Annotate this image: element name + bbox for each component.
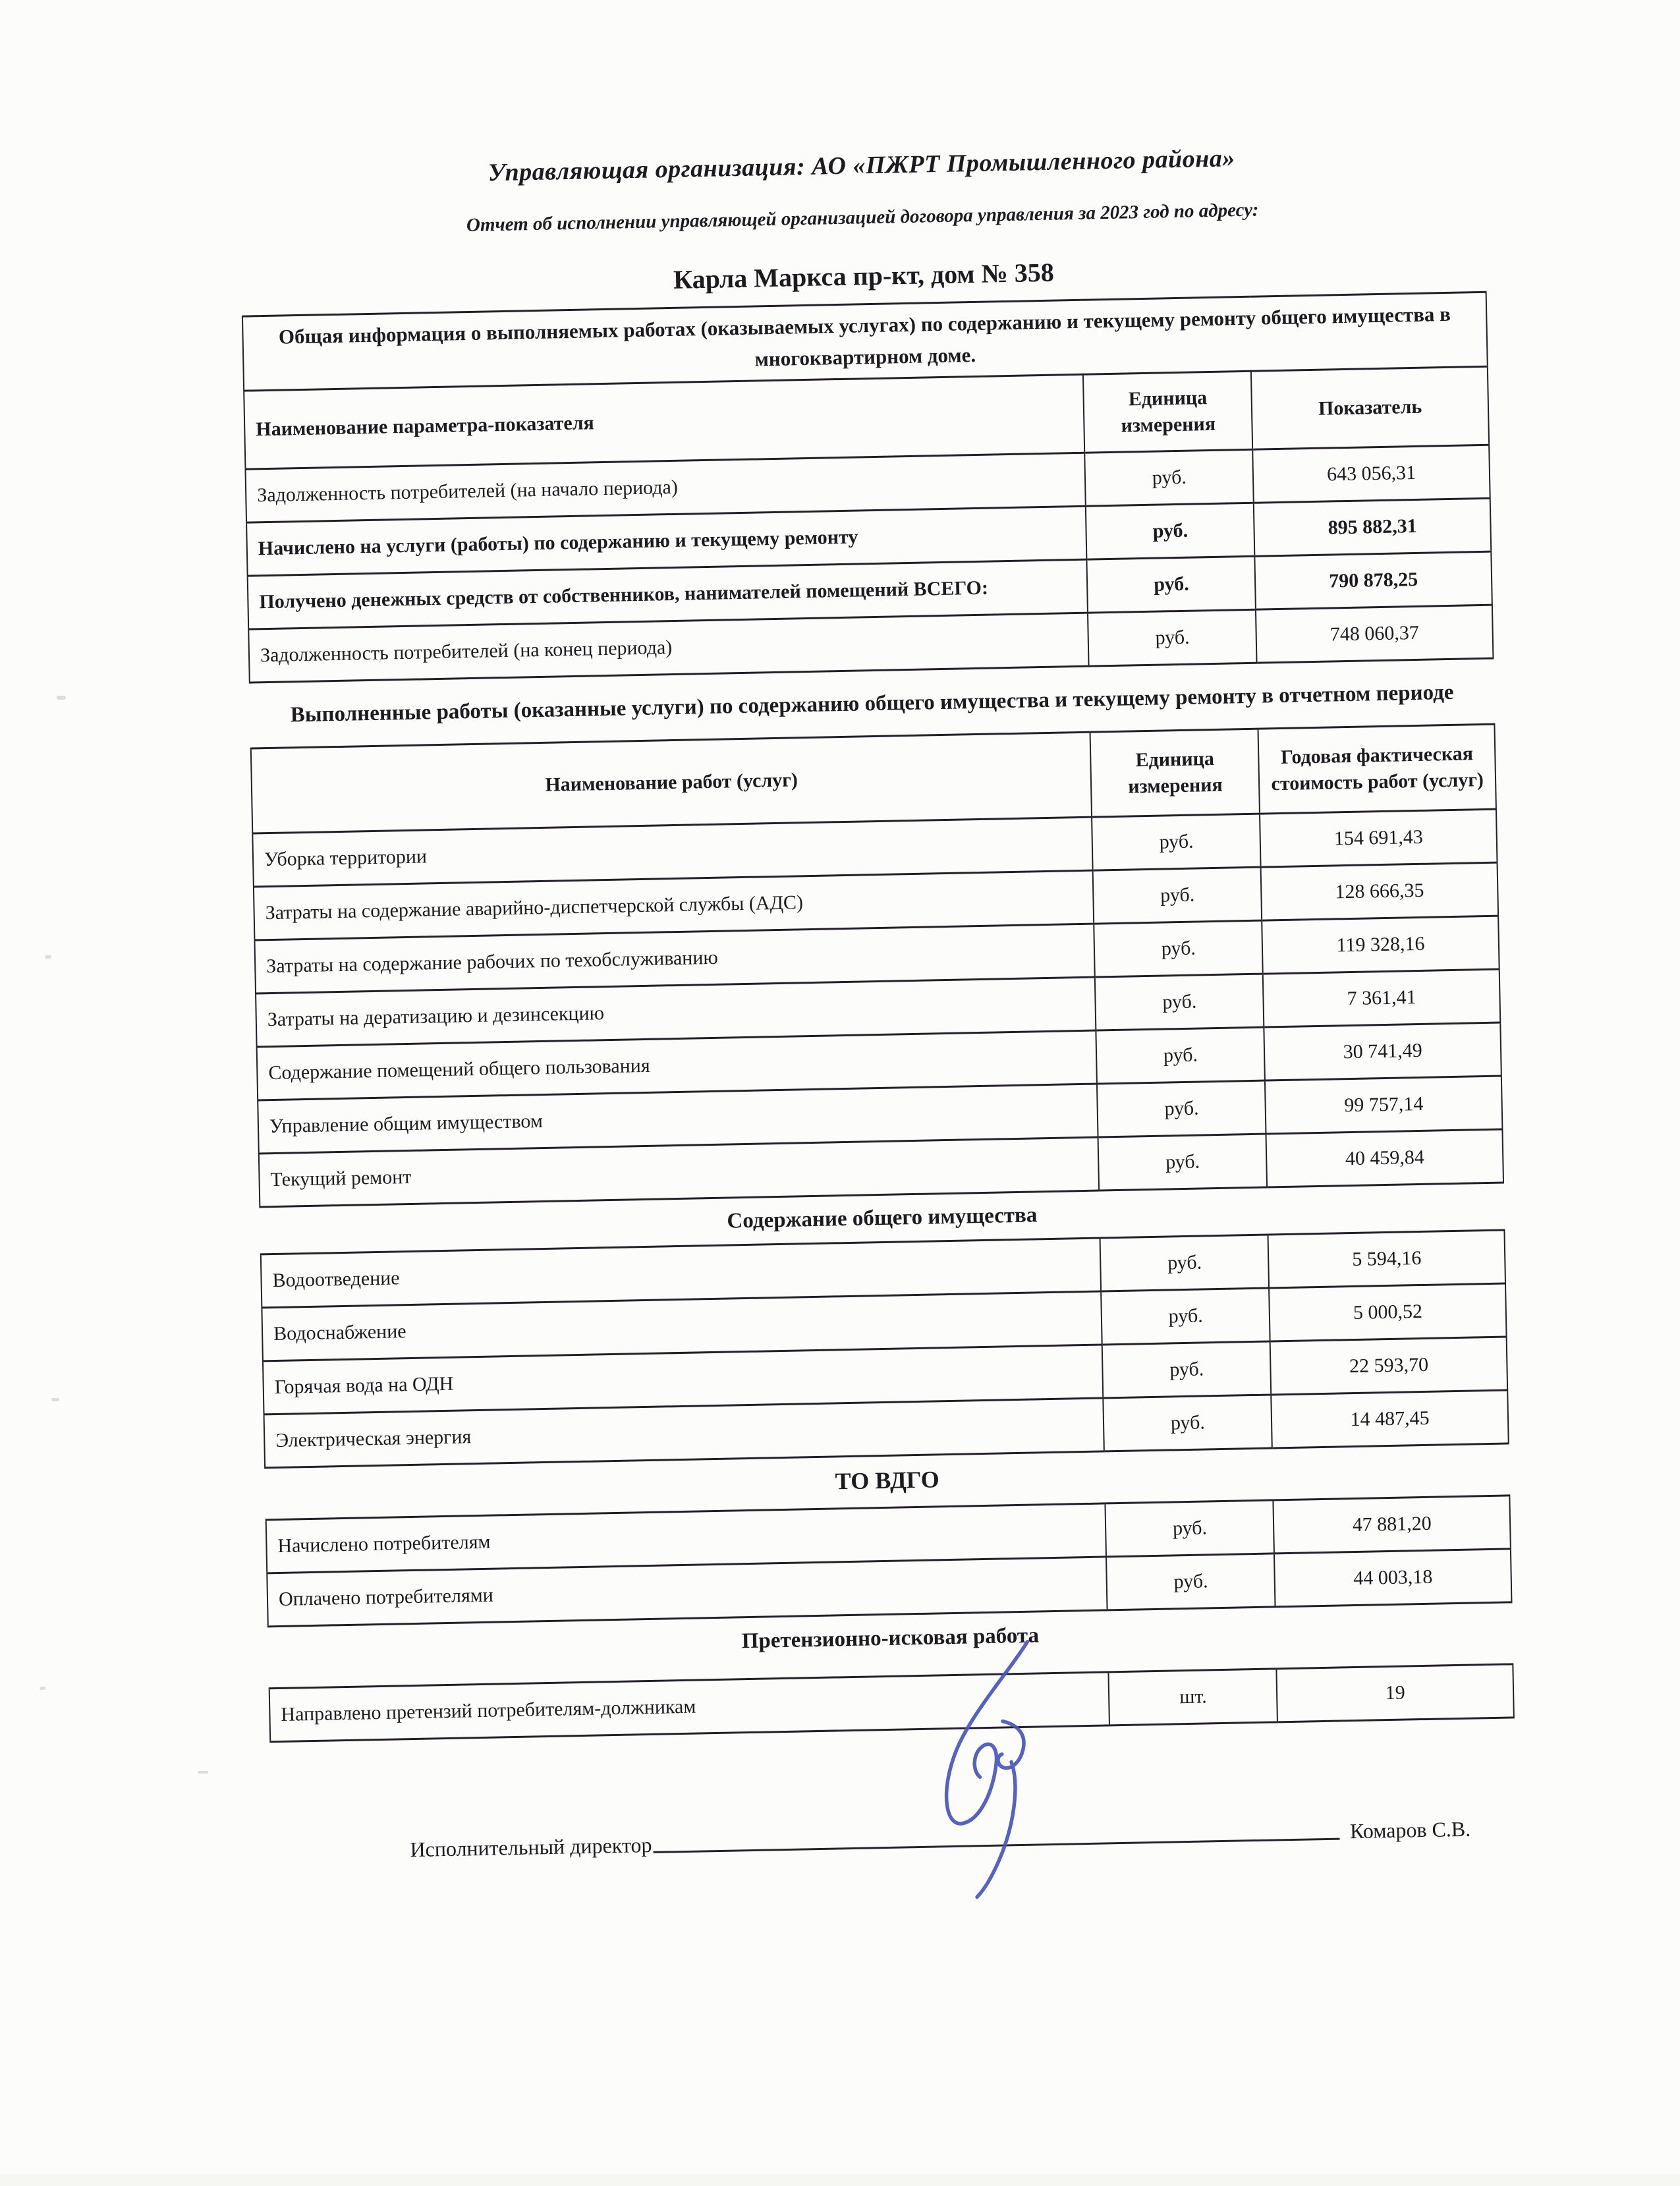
unit-cell: руб. — [1093, 867, 1262, 924]
column-header-unit: Единица измерения — [1090, 729, 1260, 817]
scan-speck — [45, 955, 51, 959]
value-cell: 14 487,45 — [1272, 1390, 1509, 1448]
work-name-cell: Затраты на содержание рабочих по техобслуживанию — [254, 924, 1095, 994]
unit-cell: руб. — [1094, 920, 1263, 977]
work-name-cell: Управление общим имуществом — [258, 1084, 1098, 1154]
item-name-cell: Электрическая энергия — [264, 1398, 1105, 1468]
unit-cell: руб. — [1102, 1288, 1270, 1345]
column-header-value: Годовая фактическая стоимость работ (услуг) — [1258, 724, 1496, 814]
item-name-cell: Оплачено потребителями — [267, 1557, 1107, 1627]
unit-cell: руб. — [1095, 974, 1264, 1030]
signer-name: Комаров С.В. — [1349, 1816, 1471, 1843]
table-row — [269, 1664, 1514, 1742]
claims-section-title: Претензионно-исковая работа — [741, 1623, 1040, 1654]
unit-cell: руб. — [1106, 1500, 1274, 1557]
unit-cell: руб. — [1088, 609, 1256, 666]
item-name-cell: Горячая вода на ОДН — [263, 1345, 1104, 1415]
signature-block — [410, 1816, 1470, 1863]
value-cell: 22 593,70 — [1270, 1337, 1507, 1395]
value-cell: 128 666,35 — [1261, 862, 1498, 920]
work-name-cell: Затраты на содержание аварийно-диспетчерской службы (АДС) — [254, 870, 1094, 940]
vdgo-section-title: ТО ВДГО — [835, 1466, 940, 1495]
value-cell: 47 881,20 — [1274, 1496, 1511, 1554]
unit-cell: шт. — [1109, 1669, 1277, 1725]
unit-cell: руб. — [1100, 1235, 1269, 1291]
param-name-cell: Начислено на услуги (работы) по содержанию и текущему ремонту — [246, 506, 1087, 576]
general-info-table — [242, 291, 1494, 684]
maintenance-section-title: Содержание общего имущества — [727, 1203, 1038, 1233]
scan-speck — [57, 696, 66, 700]
value-cell: 154 691,43 — [1260, 809, 1497, 867]
value-cell: 5 000,52 — [1269, 1283, 1506, 1341]
address-line: Карла Маркса пр-кт, дом № 358 — [673, 257, 1055, 294]
maintenance-table — [260, 1229, 1509, 1469]
unit-cell: руб. — [1086, 503, 1254, 559]
unit-cell: руб. — [1102, 1341, 1271, 1398]
unit-cell: руб. — [1106, 1554, 1275, 1610]
column-header-unit: Единица измерения — [1083, 371, 1252, 453]
value-cell: 895 882,31 — [1254, 498, 1491, 556]
param-name-cell: Задолженность потребителей (на начало периода) — [245, 453, 1086, 522]
work-name-cell: Затраты на дератизацию и дезинсекцию — [256, 977, 1096, 1047]
item-name-cell: Водоотведение — [261, 1238, 1102, 1308]
unit-cell: руб. — [1097, 1080, 1266, 1137]
works-section-title: Выполненные работы (оказанные услуги) по содержанию общего имущества и текущему ремонту в отчетном периоде — [290, 680, 1454, 727]
unit-cell: руб. — [1092, 814, 1260, 870]
column-header-value: Показатель — [1251, 366, 1489, 449]
column-header-name: Наименование параметра-показателя — [244, 374, 1084, 469]
value-cell: 748 060,37 — [1256, 605, 1493, 663]
signature-line — [653, 1818, 1339, 1853]
table-caption: Общая информация о выполняемых работах (оказываемых услугах) по содержанию и текущему ремонту общего имущества в многоквартирном доме. — [242, 292, 1488, 391]
claims-table — [269, 1663, 1515, 1743]
unit-cell: руб. — [1085, 449, 1254, 506]
scan-speck — [51, 1398, 59, 1401]
value-cell: 44 003,18 — [1274, 1549, 1511, 1607]
work-name-cell: Содержание помещений общего пользования — [257, 1030, 1098, 1100]
scan-speck — [40, 1687, 45, 1690]
unit-cell: руб. — [1104, 1395, 1272, 1451]
page-title: Управляющая организация: АО «ПЖРТ Промышленного района» — [488, 144, 1236, 187]
item-name-cell: Начислено потребителям — [266, 1503, 1107, 1573]
scan-speck — [198, 1771, 208, 1774]
param-name-cell: Получено денежных средств от собственников, нанимателей помещений ВСЕГО: — [248, 559, 1088, 629]
param-name-cell: Задолженность потребителей (на конец периода) — [248, 613, 1089, 683]
value-cell: 19 — [1277, 1664, 1514, 1722]
works-table — [250, 723, 1504, 1208]
value-cell: 7 361,41 — [1263, 969, 1500, 1027]
value-cell: 790 878,25 — [1255, 551, 1492, 609]
unit-cell: руб. — [1096, 1027, 1265, 1084]
document-sheet — [236, 0, 1523, 2186]
value-cell: 30 741,49 — [1264, 1023, 1501, 1080]
item-name-cell: Направлено претензий потребителям-должникам — [269, 1672, 1110, 1742]
item-name-cell: Водоснабжение — [262, 1291, 1102, 1361]
value-cell: 643 056,31 — [1252, 445, 1490, 503]
signer-title: Исполнительный директор — [410, 1832, 652, 1862]
unit-cell: руб. — [1098, 1134, 1267, 1191]
report-subtitle: Отчет об исполнении управляющей организацией договора управления за 2023 год по адресу: — [466, 199, 1259, 237]
value-cell: 40 459,84 — [1266, 1129, 1503, 1187]
work-name-cell: Уборка территории — [252, 817, 1093, 887]
unit-cell: руб. — [1087, 556, 1256, 613]
value-cell: 99 757,14 — [1265, 1076, 1502, 1134]
work-name-cell: Текущий ремонт — [259, 1137, 1100, 1207]
column-header-name: Наименование работ (услуг) — [251, 732, 1092, 833]
value-cell: 5 594,16 — [1268, 1230, 1505, 1288]
vdgo-table — [266, 1494, 1513, 1627]
value-cell: 119 328,16 — [1262, 916, 1499, 974]
